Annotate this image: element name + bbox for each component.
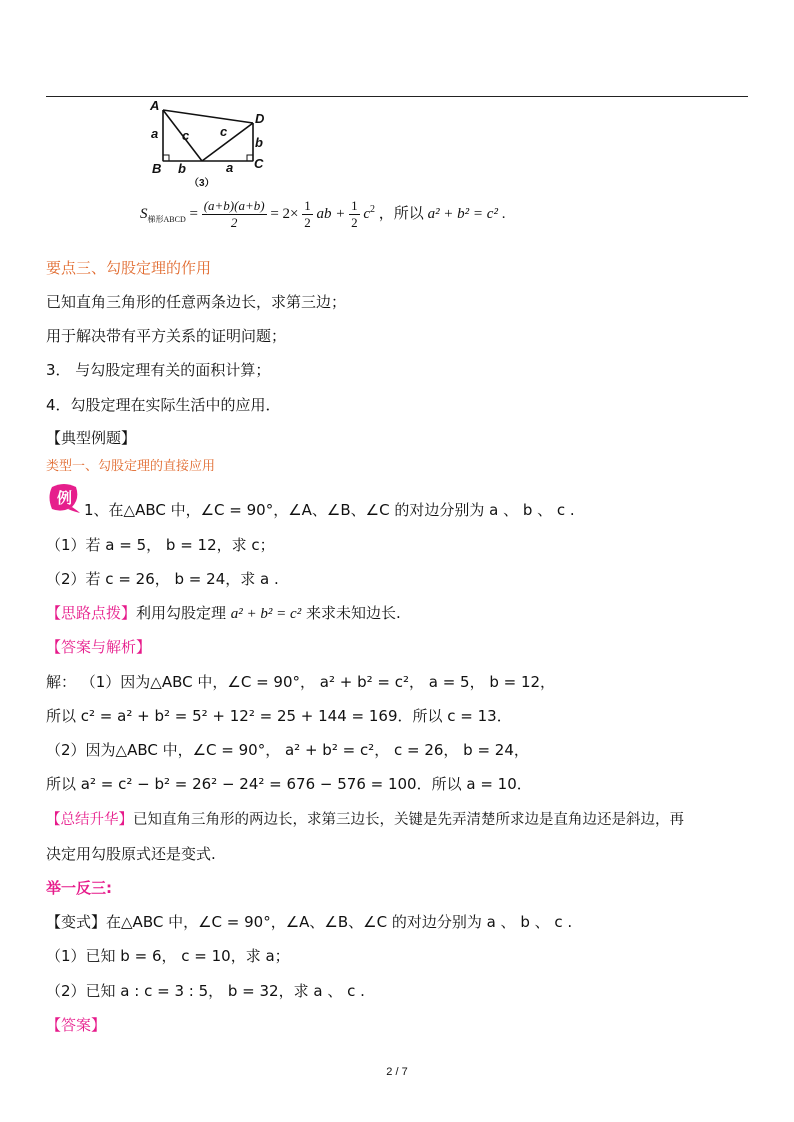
practice-heading: 举一反三: [46, 879, 112, 897]
variant-q2: （2）已知 a : c = 3 : 5， b = 32，求 a 、 c . [46, 982, 365, 1000]
badge-text: 例 [57, 489, 73, 507]
right-angle-B [163, 155, 169, 161]
fraction-1 [202, 198, 267, 231]
example-1-q2: （2）若 c = 26， b = 24，求 a . [46, 570, 279, 588]
hint-line [46, 603, 401, 624]
label-a-left: a [151, 126, 159, 141]
figure-caption: （3） [189, 178, 215, 189]
page-number: 2 / 7 [386, 1066, 408, 1078]
fraction-1-num: (a+b)(a+b) [203, 198, 265, 213]
formula-end: . [501, 205, 506, 222]
formula-mid: = 2× [270, 205, 299, 222]
example-badge-icon [48, 483, 80, 513]
section-heading-3: 要点三、勾股定理的作用 [46, 259, 212, 277]
area-formula [140, 198, 505, 231]
label-A: A [150, 98, 160, 113]
hint-formula: a² + b² = c² [230, 606, 302, 622]
solution-line-4: 所以 a² = c² − b² = 26² − 24² = 676 − 576 = 100．所以 a = 10． [46, 775, 532, 793]
label-B: B [152, 161, 162, 176]
formula-c-exp: 2 [370, 203, 376, 215]
trapezoid-figure [140, 96, 280, 192]
example-1-q1: （1）若 a = 5， b = 12，求 c； [46, 536, 275, 554]
fraction-3-num: 1 [351, 198, 358, 213]
fraction-2 [302, 198, 313, 231]
formula-S: S [140, 205, 148, 222]
edge-ED [202, 123, 253, 161]
variant-stem [46, 912, 572, 932]
formula-subscript: 梯形ABCD [147, 214, 186, 224]
summary-text-1: 已知直角三角形的两边长，求第三边长，关键是先弄清楚所求边是直角边还是斜边，再 [133, 812, 684, 828]
type-heading: 类型一、勾股定理的直接应用 [46, 459, 216, 474]
label-c-right: c [220, 124, 228, 139]
right-angle-C [247, 155, 253, 161]
hint-text-2: 来求未知边长. [301, 604, 401, 622]
fraction-3-den: 2 [351, 215, 358, 230]
summary-line-2: 决定用勾股原式还是变式. [46, 845, 216, 863]
fraction-2-num: 1 [304, 198, 311, 213]
solution-line-3: （2）因为△ABC 中，∠C = 90°， a² + b² = c²， c = 26， b = 24， [46, 741, 529, 759]
use-item-2: 用于解决带有平方关系的证明问题； [46, 327, 287, 345]
edge-AD [163, 110, 253, 123]
label-b-bottom: b [178, 161, 186, 176]
variant-tag: 【变式】 [46, 913, 107, 931]
solution-line-2: 所以 c² = a² + b² = 5² + 12² = 25 + 144 = 169．所以 c = 13． [46, 707, 512, 725]
summary-tag: 【总结升华】 [46, 812, 133, 828]
summary-line-1 [46, 810, 684, 830]
formula-c: c [363, 205, 371, 222]
variant-q1: （1）已知 b = 6， c = 10，求 a； [46, 947, 290, 965]
fraction-3 [349, 198, 360, 231]
use-item-3: 3． 与勾股定理有关的面积计算； [46, 361, 271, 379]
answer-analysis-tag: 【答案与解析】 [46, 638, 152, 656]
label-a-bottom: a [226, 160, 234, 175]
example-1-stem: 1、在△ABC 中，∠C = 90°，∠A、∠B、∠C 的对边分别为 a 、 b 、 c . [84, 501, 575, 519]
label-b-right: b [255, 135, 263, 150]
formula-result: a² + b² = c² [427, 205, 498, 222]
formula-tail: ，所以 [378, 203, 424, 222]
formula-eq: = [189, 205, 198, 222]
label-c-left: c [182, 128, 190, 143]
answer-tag: 【答案】 [46, 1016, 107, 1034]
label-D: D [255, 111, 265, 126]
examples-heading: 【典型例题】 [46, 429, 137, 447]
variant-text: 在△ABC 中，∠C = 90°，∠A、∠B、∠C 的对边分别为 a 、 b 、 c . [106, 913, 573, 931]
hint-tag: 【思路点拨】 [46, 604, 137, 622]
use-item-1: 已知直角三角形的任意两条边长，求第三边； [46, 293, 347, 311]
fraction-2-den: 2 [304, 215, 311, 230]
use-item-4: 4．勾股定理在实际生活中的应用． [46, 396, 281, 414]
fraction-1-den: 2 [230, 215, 238, 230]
label-C: C [254, 156, 264, 171]
solution-line-1: 解： （1）因为△ABC 中，∠C = 90°， a² + b² = c²， a = 5， b = 12， [46, 673, 556, 691]
hint-text-1: 利用勾股定理 [136, 604, 231, 622]
formula-ab: ab + [316, 205, 346, 222]
